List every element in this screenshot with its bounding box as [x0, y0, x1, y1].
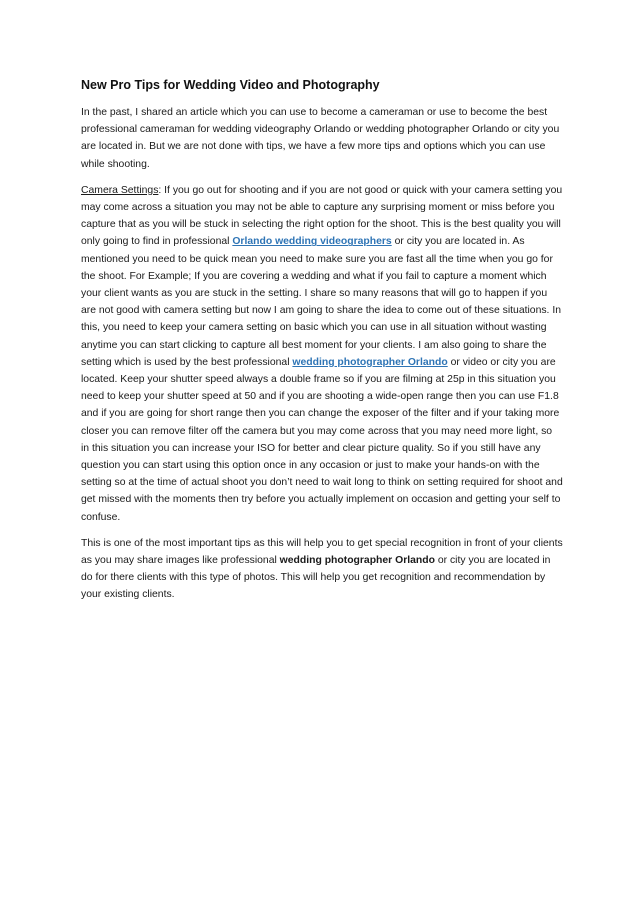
camera-settings-text-c: or video or city you are located. Keep your shutter speed always a double frame so if you are filming at 25p in this situation you need to keep your shutter speed at 50 and if you are shooting a wide-open range then you can use F1.8 and if you are going for short range then you can change the exposer of the filter and if your taking more closer you can remove filter off the camera but you may come across that you may need more light, so in this situation you can increase your ISO for better and clear picture quality. So if you still have any question you can start using this option once in any occasion or just to make your hands-on with the setting so at the time of actual shoot you don’t need to wait long to think on setting required for shoot and get missed with the moments then try before you actually implement on occasion and getting your self to confuse.	[81, 356, 563, 523]
camera-settings-text-a: : If you go out for shooting and if you are not good or quick with your camera setting you may come across a situation you may not be able to capture any surprising moment or miss before you capture that as you will be stuck in selecting the right option for the shoot. This is the best quality you will only going to find in professional	[81, 184, 563, 248]
orlando-wedding-videographers-link[interactable]: Orlando wedding videographers	[232, 236, 392, 248]
recognition-text-a: This is one of the most important tips as this will help you to get special recognition in front of your clients as you may share images like professional	[81, 537, 563, 567]
recognition-text-b: or city you are located in do for there clients with this type of photos. This will help you get recognition and recommendation by your existing clients.	[81, 555, 551, 601]
wedding-photographer-orlando-link[interactable]: wedding photographer Orlando	[292, 356, 448, 368]
camera-settings-label: Camera Settings	[81, 184, 159, 196]
intro-paragraph: In the past, I shared an article which you can use to become a cameraman or use to become the best professional cameraman for wedding videography Orlando or wedding photographer Orlando or city you are located in. But we are not done with tips, we have a few more tips and options which you can use while shooting.	[81, 107, 560, 170]
document-title: New Pro Tips for Wedding Video and Photography	[81, 78, 380, 92]
recognition-paragraph	[81, 535, 563, 604]
camera-settings-paragraph	[81, 182, 563, 526]
camera-settings-text-b: or city you are located in. As mentioned you need to be quick mean you need to make sure you are fast all the time when you go for the shoot. For Example; If you are covering a wedding and what if you fail to capture a moment which your client wants as you are stuck in the setting. I share so many reasons that will go to happen if you are not good with camera setting but now I am going to share the idea to come out of these situations. In this, you need to keep your camera setting on basic which you can use in all situation without wasting anytime you can start clicking to capture all best moment for your clients. I am also going to share the setting which is used by the best professional	[81, 236, 561, 368]
recognition-bold-term: wedding photographer Orlando	[279, 555, 435, 567]
document-page	[81, 77, 563, 613]
